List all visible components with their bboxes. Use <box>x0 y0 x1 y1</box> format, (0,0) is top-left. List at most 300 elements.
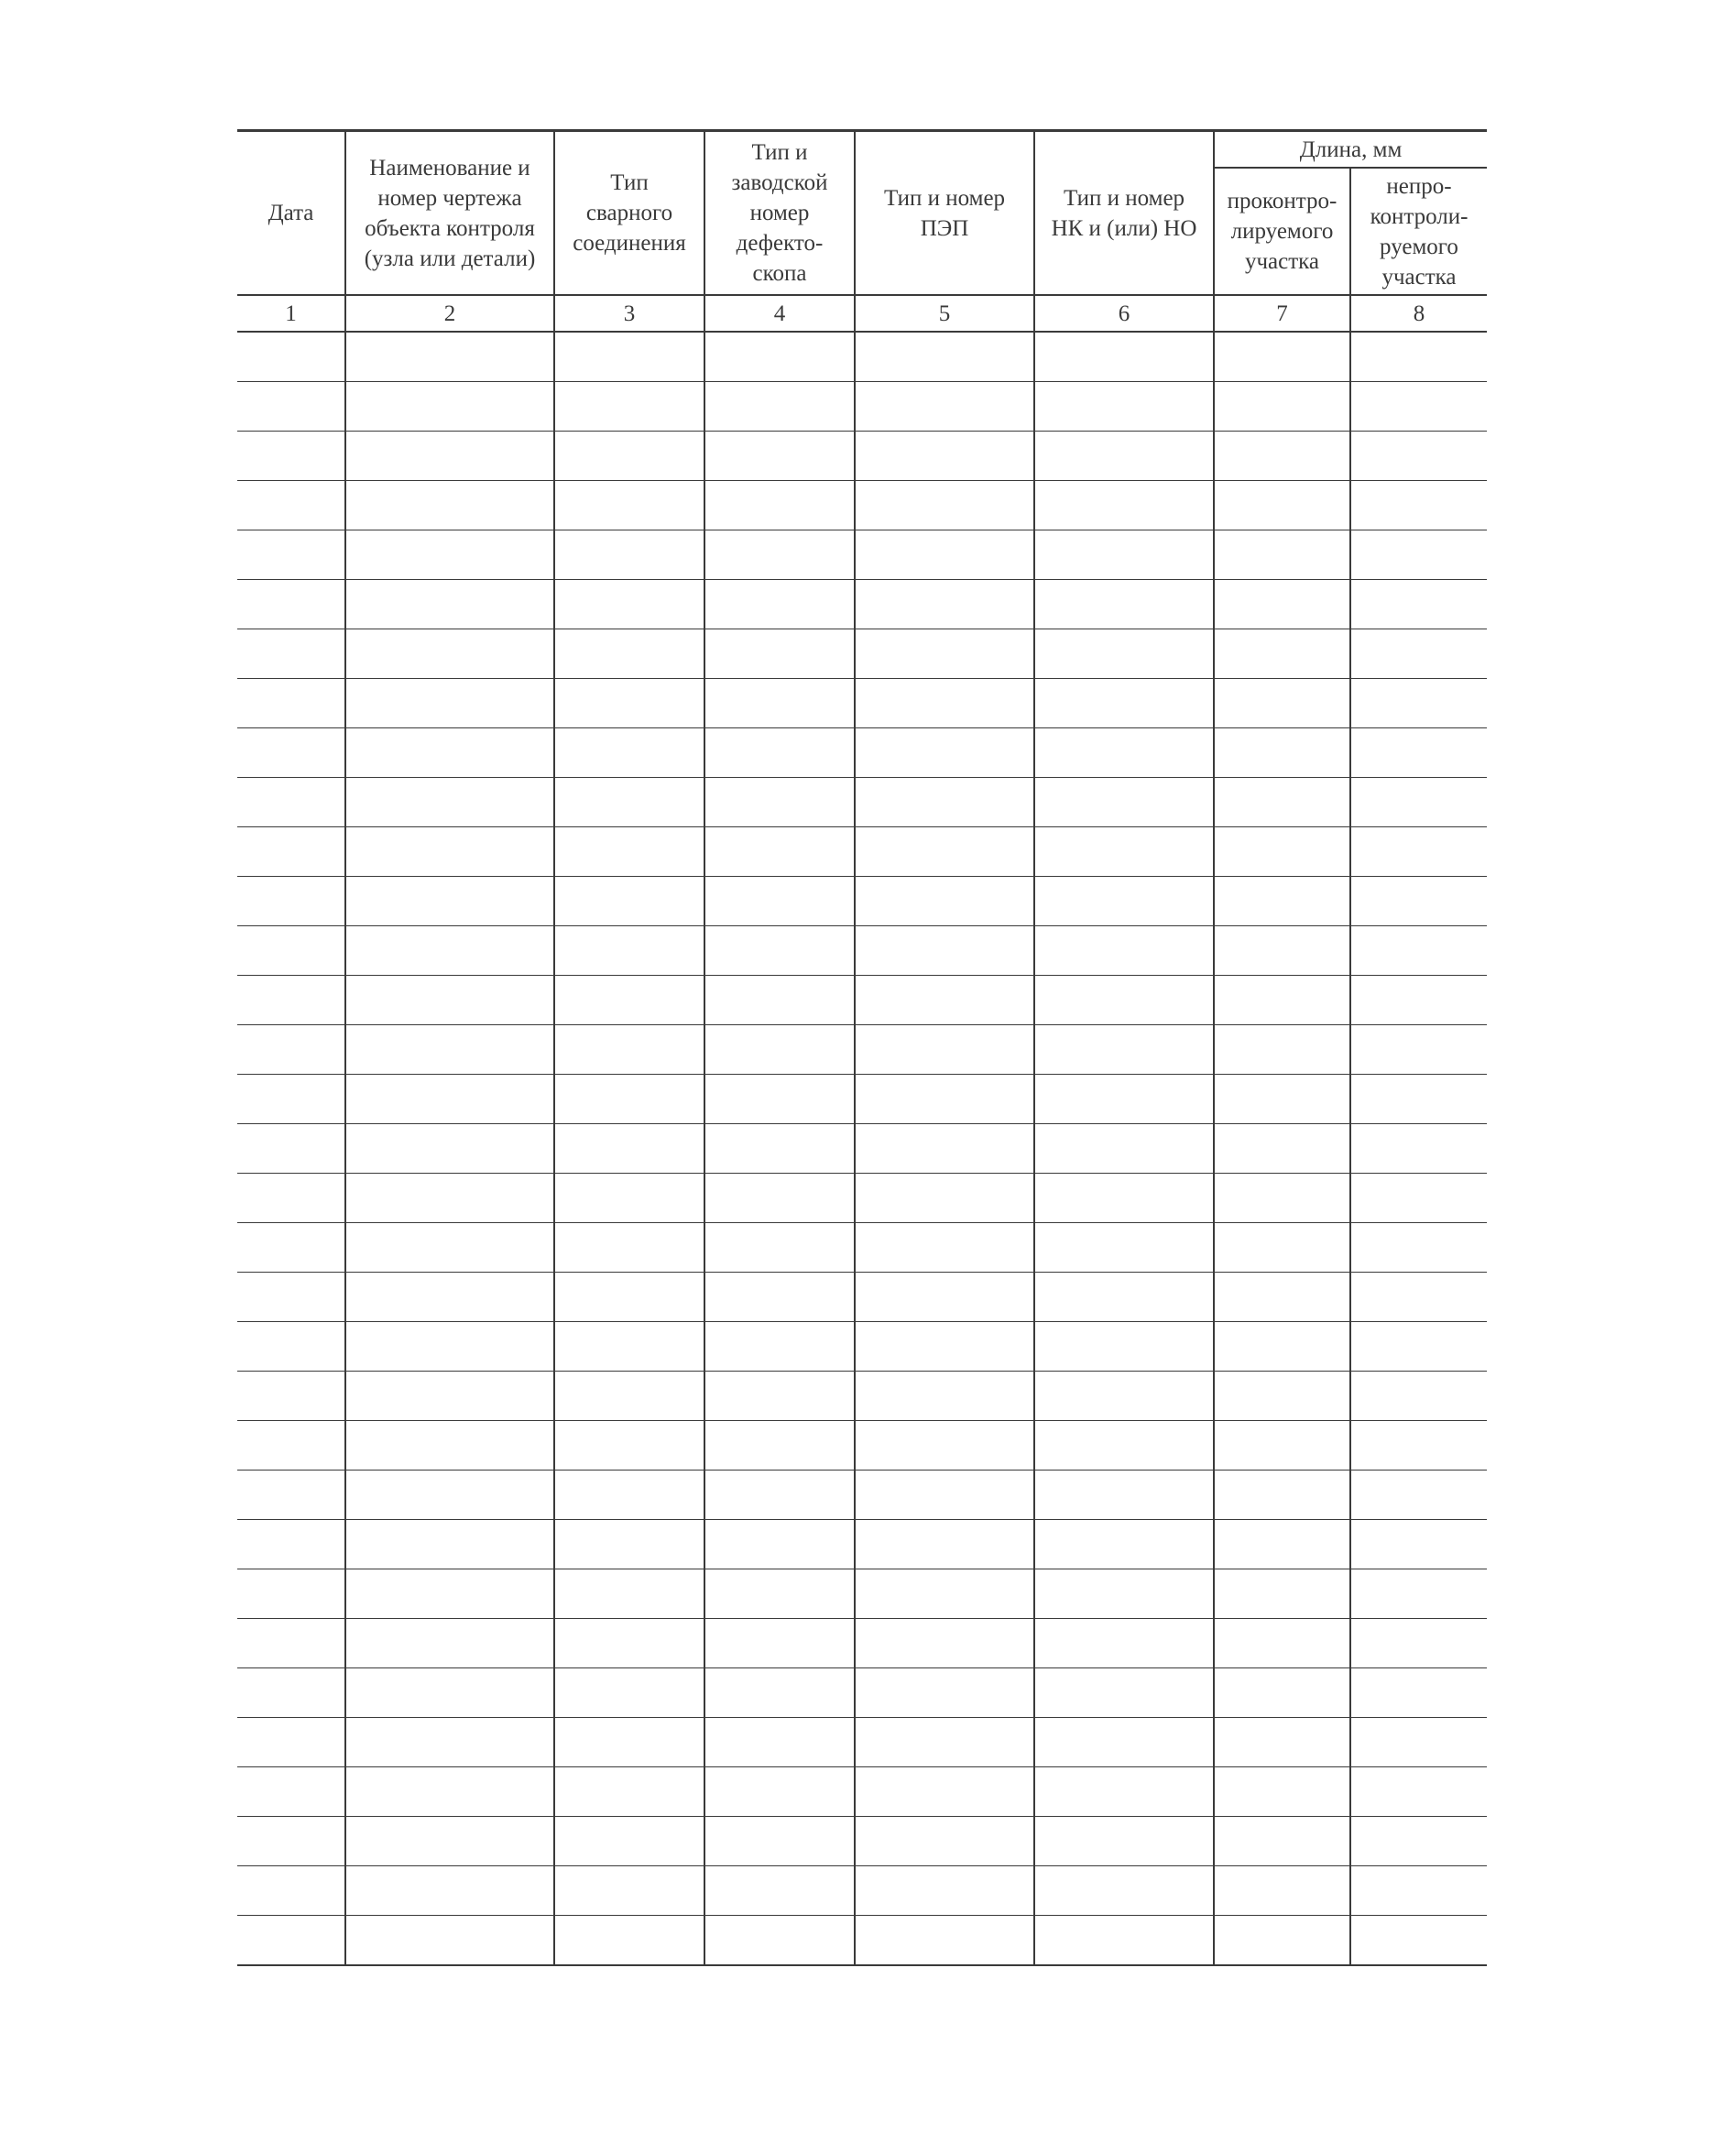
table-cell[interactable] <box>1034 877 1214 926</box>
table-cell[interactable] <box>237 1569 345 1619</box>
table-cell[interactable] <box>1034 580 1214 629</box>
table-cell[interactable] <box>554 1075 704 1124</box>
table-row <box>237 1569 1487 1619</box>
table-cell[interactable] <box>855 432 1034 481</box>
table-cell[interactable] <box>855 1718 1034 1767</box>
table-cell[interactable] <box>345 1075 554 1124</box>
table-cell[interactable] <box>855 1174 1034 1223</box>
table-cell[interactable] <box>554 1569 704 1619</box>
table-cell[interactable] <box>237 1916 345 1966</box>
table-cell[interactable] <box>1034 1817 1214 1866</box>
table-cell[interactable] <box>237 1767 345 1817</box>
header-length-group: Длина, мм <box>1214 131 1487 169</box>
table-cell[interactable] <box>1350 877 1487 926</box>
table-cell[interactable] <box>1214 877 1350 926</box>
table-cell[interactable] <box>704 1767 855 1817</box>
table-row <box>237 1273 1487 1322</box>
table-cell[interactable] <box>554 1223 704 1273</box>
table-cell[interactable] <box>1350 1124 1487 1174</box>
table-cell[interactable] <box>345 481 554 530</box>
table-cell[interactable] <box>1034 629 1214 679</box>
table-cell[interactable] <box>1350 679 1487 728</box>
table-cell[interactable] <box>345 728 554 778</box>
table-cell[interactable] <box>1034 1619 1214 1668</box>
table-cell[interactable] <box>1034 1718 1214 1767</box>
table-cell[interactable] <box>345 877 554 926</box>
table-row <box>237 1372 1487 1421</box>
table-cell[interactable] <box>554 481 704 530</box>
table-cell[interactable] <box>1350 778 1487 827</box>
table-cell[interactable] <box>345 1866 554 1916</box>
table-cell[interactable] <box>345 1421 554 1471</box>
table-cell[interactable] <box>855 976 1034 1025</box>
table-cell[interactable] <box>237 1174 345 1223</box>
table-cell[interactable] <box>1350 1273 1487 1322</box>
table-cell[interactable] <box>855 1866 1034 1916</box>
table-cell[interactable] <box>345 580 554 629</box>
table-cell[interactable] <box>1034 926 1214 976</box>
table-cell[interactable] <box>1034 1520 1214 1569</box>
table-cell[interactable] <box>1214 1767 1350 1817</box>
table-row <box>237 1124 1487 1174</box>
column-number: 8 <box>1350 295 1487 332</box>
table-cell[interactable] <box>237 580 345 629</box>
table-cell[interactable] <box>554 1322 704 1372</box>
table-row <box>237 1471 1487 1520</box>
table-cell[interactable] <box>855 1520 1034 1569</box>
table-cell[interactable] <box>704 481 855 530</box>
table-cell[interactable] <box>704 1471 855 1520</box>
table-cell[interactable] <box>345 778 554 827</box>
table-cell[interactable] <box>237 1668 345 1718</box>
table-cell[interactable] <box>554 1124 704 1174</box>
table-cell[interactable] <box>1350 1718 1487 1767</box>
table-cell[interactable] <box>1214 1817 1350 1866</box>
table-cell[interactable] <box>1350 1520 1487 1569</box>
table-cell[interactable] <box>1034 1223 1214 1273</box>
table-cell[interactable] <box>855 1273 1034 1322</box>
header-controlled-section: проконтро- лируемого участка <box>1214 168 1350 295</box>
table-row <box>237 382 1487 432</box>
table-cell[interactable] <box>1214 1124 1350 1174</box>
table-cell[interactable] <box>237 976 345 1025</box>
table-row <box>237 1075 1487 1124</box>
table-cell[interactable] <box>1350 332 1487 382</box>
table-cell[interactable] <box>237 877 345 926</box>
table-cell[interactable] <box>1214 629 1350 679</box>
table-cell[interactable] <box>345 1372 554 1421</box>
table-cell[interactable] <box>554 1668 704 1718</box>
table-cell[interactable] <box>554 1520 704 1569</box>
table-cell[interactable] <box>1350 827 1487 877</box>
table-cell[interactable] <box>855 1372 1034 1421</box>
column-number: 3 <box>554 295 704 332</box>
table-row <box>237 332 1487 382</box>
table-cell[interactable] <box>855 1421 1034 1471</box>
table-cell[interactable] <box>704 1520 855 1569</box>
table-cell[interactable] <box>237 629 345 679</box>
table-cell[interactable] <box>237 926 345 976</box>
table-row <box>237 1421 1487 1471</box>
table-cell[interactable] <box>1034 1866 1214 1916</box>
table-cell[interactable] <box>554 1372 704 1421</box>
table-cell[interactable] <box>345 976 554 1025</box>
table-cell[interactable] <box>704 728 855 778</box>
table-cell[interactable] <box>237 1421 345 1471</box>
table-cell[interactable] <box>855 1322 1034 1372</box>
column-number: 1 <box>237 295 345 332</box>
table-cell[interactable] <box>1350 382 1487 432</box>
table-cell[interactable] <box>704 1916 855 1966</box>
table-row <box>237 976 1487 1025</box>
table-cell[interactable] <box>237 481 345 530</box>
table-cell[interactable] <box>1034 778 1214 827</box>
table-cell[interactable] <box>1350 1223 1487 1273</box>
table-cell[interactable] <box>1034 1421 1214 1471</box>
table-cell[interactable] <box>237 827 345 877</box>
table-cell[interactable] <box>704 382 855 432</box>
table-cell[interactable] <box>554 1767 704 1817</box>
table-cell[interactable] <box>1350 926 1487 976</box>
table-cell[interactable] <box>855 827 1034 877</box>
table-cell[interactable] <box>1214 432 1350 481</box>
table-cell[interactable] <box>345 1668 554 1718</box>
table-cell[interactable] <box>855 728 1034 778</box>
table-cell[interactable] <box>554 926 704 976</box>
table-cell[interactable] <box>855 926 1034 976</box>
table-cell[interactable] <box>1214 481 1350 530</box>
table-cell[interactable] <box>1214 1223 1350 1273</box>
table-cell[interactable] <box>1350 1421 1487 1471</box>
table-cell[interactable] <box>345 1025 554 1075</box>
table-cell[interactable] <box>855 530 1034 580</box>
table-row <box>237 530 1487 580</box>
table-row <box>237 1174 1487 1223</box>
table-cell[interactable] <box>1350 728 1487 778</box>
column-number: 4 <box>704 295 855 332</box>
table-cell[interactable] <box>345 827 554 877</box>
table-cell[interactable] <box>237 1619 345 1668</box>
table-cell[interactable] <box>237 432 345 481</box>
table-cell[interactable] <box>1214 1273 1350 1322</box>
table-cell[interactable] <box>554 679 704 728</box>
table-cell[interactable] <box>1034 827 1214 877</box>
table-cell[interactable] <box>345 1767 554 1817</box>
table-cell[interactable] <box>704 1322 855 1372</box>
table-cell[interactable] <box>1034 976 1214 1025</box>
table-cell[interactable] <box>1350 1174 1487 1223</box>
table-cell[interactable] <box>1214 1075 1350 1124</box>
table-row <box>237 877 1487 926</box>
table-cell[interactable] <box>345 1817 554 1866</box>
table-cell[interactable] <box>1214 1916 1350 1966</box>
table-cell[interactable] <box>1034 1916 1214 1966</box>
table-cell[interactable] <box>345 1520 554 1569</box>
table-cell[interactable] <box>1350 629 1487 679</box>
table-cell[interactable] <box>704 1421 855 1471</box>
table-cell[interactable] <box>1034 1767 1214 1817</box>
table-row <box>237 679 1487 728</box>
table-cell[interactable] <box>345 1322 554 1372</box>
table-cell[interactable] <box>1214 728 1350 778</box>
table-cell[interactable] <box>704 1619 855 1668</box>
table-cell[interactable] <box>237 1520 345 1569</box>
table-cell[interactable] <box>855 778 1034 827</box>
table-cell[interactable] <box>237 382 345 432</box>
table-cell[interactable] <box>237 1817 345 1866</box>
table-cell[interactable] <box>345 1916 554 1966</box>
table-cell[interactable] <box>237 1124 345 1174</box>
table-cell[interactable] <box>704 332 855 382</box>
table-cell[interactable] <box>855 580 1034 629</box>
table-cell[interactable] <box>855 1569 1034 1619</box>
table-cell[interactable] <box>345 1174 554 1223</box>
table-cell[interactable] <box>1034 432 1214 481</box>
table-cell[interactable] <box>1214 332 1350 382</box>
table-cell[interactable] <box>855 481 1034 530</box>
table-cell[interactable] <box>1350 1916 1487 1966</box>
table-cell[interactable] <box>345 679 554 728</box>
table-cell[interactable] <box>1350 1866 1487 1916</box>
table-cell[interactable] <box>345 629 554 679</box>
table-cell[interactable] <box>1350 530 1487 580</box>
table-cell[interactable] <box>345 332 554 382</box>
table-cell[interactable] <box>1034 679 1214 728</box>
table-cell[interactable] <box>704 1817 855 1866</box>
table-row <box>237 580 1487 629</box>
table-cell[interactable] <box>237 332 345 382</box>
table-cell[interactable] <box>704 1668 855 1718</box>
table-cell[interactable] <box>1034 1322 1214 1372</box>
table-cell[interactable] <box>1034 1668 1214 1718</box>
table-cell[interactable] <box>345 530 554 580</box>
table-cell[interactable] <box>704 530 855 580</box>
table-row <box>237 1916 1487 1966</box>
table-cell[interactable] <box>345 382 554 432</box>
table-row <box>237 1619 1487 1668</box>
table-cell[interactable] <box>1034 1025 1214 1075</box>
table-cell[interactable] <box>1034 382 1214 432</box>
table-cell[interactable] <box>855 1124 1034 1174</box>
table-cell[interactable] <box>1350 1817 1487 1866</box>
table-cell[interactable] <box>237 1372 345 1421</box>
table-cell[interactable] <box>704 1174 855 1223</box>
table-cell[interactable] <box>237 1866 345 1916</box>
table-cell[interactable] <box>554 1916 704 1966</box>
table-cell[interactable] <box>554 530 704 580</box>
table-cell[interactable] <box>345 1124 554 1174</box>
table-cell[interactable] <box>237 1025 345 1075</box>
table-cell[interactable] <box>1214 580 1350 629</box>
table-cell[interactable] <box>1214 1668 1350 1718</box>
table-cell[interactable] <box>1034 728 1214 778</box>
table-cell[interactable] <box>855 382 1034 432</box>
table-cell[interactable] <box>704 1866 855 1916</box>
table-cell[interactable] <box>554 778 704 827</box>
table-cell[interactable] <box>704 1124 855 1174</box>
table-cell[interactable] <box>1214 1471 1350 1520</box>
table-cell[interactable] <box>554 332 704 382</box>
table-cell[interactable] <box>1350 1025 1487 1075</box>
table-row <box>237 629 1487 679</box>
table-cell[interactable] <box>1214 1025 1350 1075</box>
table-cell[interactable] <box>1350 1767 1487 1817</box>
table-cell[interactable] <box>554 432 704 481</box>
table-cell[interactable] <box>345 1569 554 1619</box>
table-cell[interactable] <box>855 629 1034 679</box>
table-cell[interactable] <box>1350 1471 1487 1520</box>
table-cell[interactable] <box>1214 1421 1350 1471</box>
table-cell[interactable] <box>855 332 1034 382</box>
table-cell[interactable] <box>1214 1322 1350 1372</box>
table-cell[interactable] <box>237 1471 345 1520</box>
table-cell[interactable] <box>1350 580 1487 629</box>
table-cell[interactable] <box>554 629 704 679</box>
table-cell[interactable] <box>554 580 704 629</box>
table-cell[interactable] <box>704 1075 855 1124</box>
table-cell[interactable] <box>855 1075 1034 1124</box>
table-cell[interactable] <box>237 778 345 827</box>
table-cell[interactable] <box>237 1322 345 1372</box>
table-row <box>237 481 1487 530</box>
table-cell[interactable] <box>554 1174 704 1223</box>
table-cell[interactable] <box>1034 1273 1214 1322</box>
table-cell[interactable] <box>1214 1174 1350 1223</box>
table-cell[interactable] <box>1034 1569 1214 1619</box>
table-cell[interactable] <box>1214 1372 1350 1421</box>
table-cell[interactable] <box>1214 679 1350 728</box>
table-cell[interactable] <box>1214 382 1350 432</box>
table-cell[interactable] <box>1214 926 1350 976</box>
table-cell[interactable] <box>1214 778 1350 827</box>
table-cell[interactable] <box>1350 1619 1487 1668</box>
table-cell[interactable] <box>855 1619 1034 1668</box>
table-cell[interactable] <box>704 629 855 679</box>
table-cell[interactable] <box>237 679 345 728</box>
table-cell[interactable] <box>345 432 554 481</box>
table-cell[interactable] <box>237 1273 345 1322</box>
table-cell[interactable] <box>554 877 704 926</box>
table-cell[interactable] <box>704 1025 855 1075</box>
table-row <box>237 778 1487 827</box>
table-cell[interactable] <box>345 926 554 976</box>
table-cell[interactable] <box>1034 481 1214 530</box>
table-row <box>237 728 1487 778</box>
table-row <box>237 827 1487 877</box>
table-cell[interactable] <box>704 580 855 629</box>
table-cell[interactable] <box>345 1471 554 1520</box>
table-cell[interactable] <box>1350 1075 1487 1124</box>
table-cell[interactable] <box>704 1372 855 1421</box>
table-cell[interactable] <box>1214 1718 1350 1767</box>
table-row <box>237 1520 1487 1569</box>
table-cell[interactable] <box>1350 1569 1487 1619</box>
table-cell[interactable] <box>855 1471 1034 1520</box>
table-cell[interactable] <box>704 877 855 926</box>
table-cell[interactable] <box>704 778 855 827</box>
table-cell[interactable] <box>554 1471 704 1520</box>
table-cell[interactable] <box>554 1025 704 1075</box>
table-cell[interactable] <box>855 1668 1034 1718</box>
table-cell[interactable] <box>704 679 855 728</box>
table-cell[interactable] <box>237 1718 345 1767</box>
table-cell[interactable] <box>855 1916 1034 1966</box>
table-cell[interactable] <box>237 1075 345 1124</box>
table-cell[interactable] <box>554 976 704 1025</box>
table-cell[interactable] <box>704 926 855 976</box>
column-number: 6 <box>1034 295 1214 332</box>
table-cell[interactable] <box>554 728 704 778</box>
table-cell[interactable] <box>554 1273 704 1322</box>
table-cell[interactable] <box>704 827 855 877</box>
table-cell[interactable] <box>1034 530 1214 580</box>
table-cell[interactable] <box>237 728 345 778</box>
table-cell[interactable] <box>855 1223 1034 1273</box>
table-cell[interactable] <box>1034 1471 1214 1520</box>
table-cell[interactable] <box>704 1223 855 1273</box>
table-cell[interactable] <box>1214 1866 1350 1916</box>
table-cell[interactable] <box>345 1718 554 1767</box>
table-cell[interactable] <box>237 530 345 580</box>
table-cell[interactable] <box>237 1223 345 1273</box>
table-body <box>237 332 1487 1965</box>
table-row <box>237 1668 1487 1718</box>
table-cell[interactable] <box>704 976 855 1025</box>
table-cell[interactable] <box>554 827 704 877</box>
table-cell[interactable] <box>345 1273 554 1322</box>
table-cell[interactable] <box>345 1619 554 1668</box>
table-row <box>237 1866 1487 1916</box>
table-cell[interactable] <box>1214 827 1350 877</box>
table-cell[interactable] <box>1034 1174 1214 1223</box>
table-row <box>237 1817 1487 1866</box>
table-cell[interactable] <box>1034 1372 1214 1421</box>
table-cell[interactable] <box>1350 432 1487 481</box>
table-cell[interactable] <box>554 1866 704 1916</box>
table-cell[interactable] <box>1214 530 1350 580</box>
table-cell[interactable] <box>704 432 855 481</box>
table-cell[interactable] <box>554 382 704 432</box>
table-cell[interactable] <box>1214 1619 1350 1668</box>
table-cell[interactable] <box>554 1718 704 1767</box>
table-cell[interactable] <box>1350 481 1487 530</box>
table-cell[interactable] <box>855 679 1034 728</box>
header-pep: Тип и номер ПЭП <box>855 131 1034 296</box>
table-cell[interactable] <box>855 1025 1034 1075</box>
weld-control-log-table <box>237 129 1487 1966</box>
table-cell[interactable] <box>855 1817 1034 1866</box>
table-cell[interactable] <box>1214 1520 1350 1569</box>
table-cell[interactable] <box>855 877 1034 926</box>
table-cell[interactable] <box>1034 1124 1214 1174</box>
table-cell[interactable] <box>1034 1075 1214 1124</box>
table-cell[interactable] <box>1350 1322 1487 1372</box>
table-cell[interactable] <box>1350 1372 1487 1421</box>
table-cell[interactable] <box>554 1817 704 1866</box>
table-cell[interactable] <box>855 1767 1034 1817</box>
table-cell[interactable] <box>1350 976 1487 1025</box>
table-cell[interactable] <box>1214 976 1350 1025</box>
table-cell[interactable] <box>704 1718 855 1767</box>
table-cell[interactable] <box>1214 1569 1350 1619</box>
table-cell[interactable] <box>554 1421 704 1471</box>
table-cell[interactable] <box>704 1569 855 1619</box>
table-cell[interactable] <box>554 1619 704 1668</box>
table-cell[interactable] <box>1034 332 1214 382</box>
table-cell[interactable] <box>345 1223 554 1273</box>
table-cell[interactable] <box>704 1273 855 1322</box>
table-cell[interactable] <box>1350 1668 1487 1718</box>
